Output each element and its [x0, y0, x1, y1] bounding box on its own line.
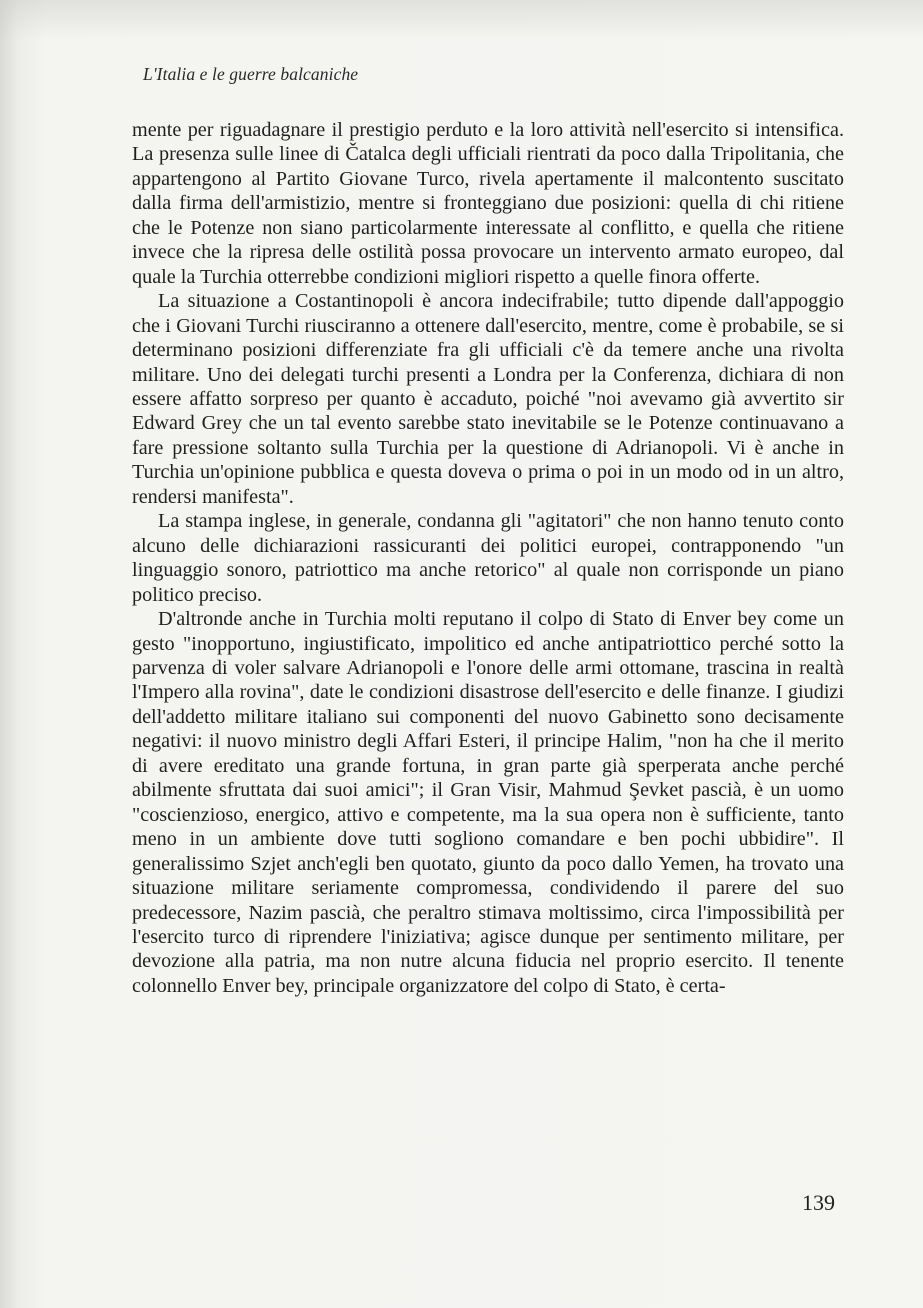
body-text [132, 118, 844, 998]
paragraph-4: D'altronde anche in Turchia molti reputano il colpo di Stato di Enver bey come un gesto "inopportuno, ingiustificato, impolitico ed anche antipatriottico perché sotto la parvenza di voler salvare Adrianopoli e l'onore delle armi ottomane, trascina in realtà l'Impero alla rovina", date le condizioni disastrose dell'esercito e delle finanze. I giudizi dell'addetto militare italiano sui componenti del nuovo Gabinetto sono decisamente negativi: il nuovo ministro degli Affari Esteri, il principe Halim, "non ha che il merito di avere ereditato una grande fortuna, in gran parte già sperperata anche perché abilmente sfruttata dai suoi amici"; il Gran Visir, Mahmud Şevket pascià, è un uomo "coscienzioso, energico, attivo e competente, ma la sua opera non è sufficiente, tanto meno in un ambiente dove tutti sogliono comandare e ben pochi ubbidire". Il generalissimo Szjet anch'egli ben quotato, giunto da poco dallo Yemen, ha trovato una situazione militare seriamente compromessa, condividendo il parere del suo predecessore, Nazim pascià, che peraltro stimava moltissimo, circa l'impossibilità per l'esercito turco di riprendere l'iniziativa; agisce dunque per sentimento militare, per devozione alla patria, ma non nutre alcuna fiducia nel proprio esercito. Il tenente colonnello Enver bey, principale organizzatore del colpo di Stato, è certa- [132, 608, 844, 997]
page-number: 139 [802, 1190, 835, 1215]
paragraph-2: La situazione a Costantinopoli è ancora indecifrabile; tutto dipende dall'appoggio che i Giovani Turchi riusciranno a ottenere dall'esercito, mentre, come è probabile, se si determinano posizioni differenziate fra gli ufficiali c'è da temere anche una rivolta militare. Uno dei delegati turchi presenti a Londra per la Conferenza, dichiara di non essere affatto sorpreso per quanto è accaduto, poiché "noi avevamo già avvertito sir Edward Grey che un tal evento sarebbe stato inevitabile se le Potenze continuavano a fare pressione soltanto sulla Turchia per la questione di Adrianopoli. Vi è anche in Turchia un'opinione pubblica e questa doveva o prima o poi in un modo od in un altro, rendersi manifesta". [132, 290, 844, 508]
paragraph-1: mente per riguadagnare il prestigio perduto e la loro attività nell'esercito si intensifica. La presenza sulle linee di Čatalca degli ufficiali rientrati da poco dalla Tripolitania, che appartengono al Partito Giovane Turco, rivela apertamente il malcontento suscitato dalla firma dell'armistizio, mentre si fronteggiano due posizioni: quella di chi ritiene che le Potenze non siano particolarmente interessate al conflitto, e quella che ritiene invece che la ripresa delle ostilità possa provocare un intervento armato europeo, dal quale la Turchia otterrebbe condizioni migliori rispetto a quelle finora offerte. [132, 119, 844, 288]
running-header-title: L'Italia e le guerre balcaniche [143, 64, 359, 84]
paragraph-3: La stampa inglese, in generale, condanna gli "agitatori" che non hanno tenuto conto alcuno delle dichiarazioni rassicuranti dei politici europei, contrapponendo "un linguaggio sonoro, patriottico ma anche retorico" al quale non corrisponde un piano politico preciso. [132, 510, 844, 606]
page-top-shadow [0, 0, 923, 40]
